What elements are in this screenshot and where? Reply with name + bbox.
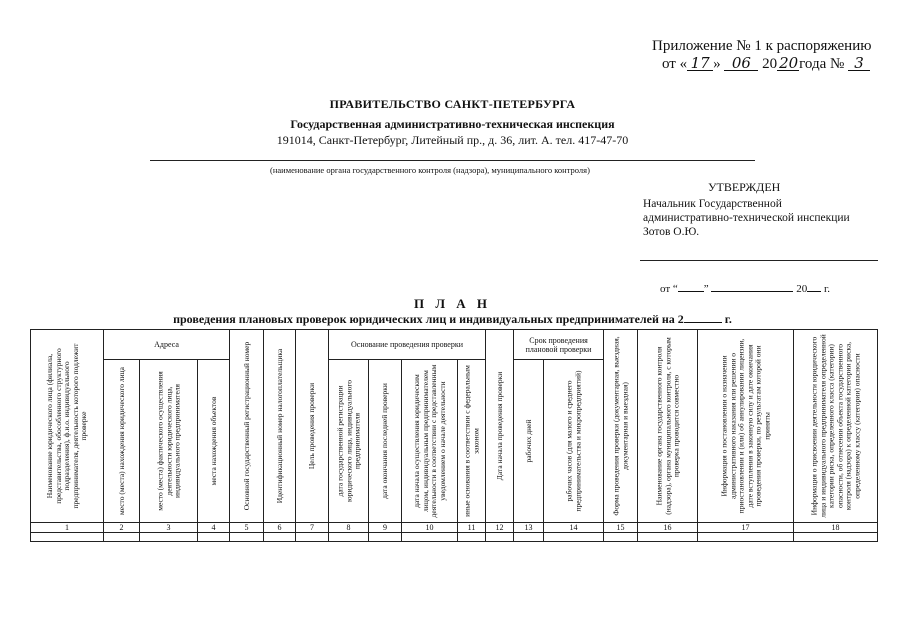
signature-line	[640, 260, 878, 261]
table-cell[interactable]	[230, 533, 264, 542]
col-number: 14	[544, 523, 604, 533]
group-header-address: Адреса	[104, 330, 230, 360]
col-header-5	[230, 330, 264, 523]
col-2-label: место (места) нахождения юридического лица	[116, 366, 126, 516]
col-header-2	[104, 360, 140, 523]
col-4-label: места нахождения объектов	[208, 396, 218, 486]
col-8-label: дата государственной регистрации юридического лица, индивидуального предпринимателя	[334, 379, 361, 503]
order-date-sep: »	[713, 56, 721, 72]
org-underline	[150, 160, 755, 161]
col-header-6	[264, 330, 296, 523]
approval-month-blank	[711, 281, 793, 292]
col-header-11	[458, 360, 486, 523]
col-number: 18	[794, 523, 878, 533]
col-18-label: Информация о присвоении деятельности юридического лица и индивидуального предпринимателя определенной категории риска, определенного класса (категории) опасности, об отнесении объекта государственного контроля (надзора) к определенной категории риска, определенному классу (категории) опасности	[809, 334, 861, 518]
table-cell[interactable]	[264, 533, 296, 542]
col-number: 9	[369, 523, 402, 533]
group-header-term: Срок проведения плановой проверки	[514, 330, 604, 360]
table-cell[interactable]	[486, 533, 514, 542]
col-number: 3	[140, 523, 198, 533]
col-header-17	[698, 330, 794, 523]
order-year-word: года №	[799, 56, 845, 72]
col-header-15	[604, 330, 638, 523]
table-cell[interactable]	[104, 533, 140, 542]
col-13-label: рабочих дней	[523, 419, 533, 463]
col-number: 8	[329, 523, 369, 533]
approver-name: Зотов О.Ю.	[643, 226, 700, 238]
col-header-1	[31, 330, 104, 523]
col-5-label: Основной государственный регистрационный номер	[241, 341, 251, 511]
column-number-row	[31, 523, 878, 533]
table-cell[interactable]	[402, 533, 458, 542]
order-month: 06	[724, 56, 758, 71]
col-header-13	[514, 360, 544, 523]
approval-day-blank	[678, 281, 704, 292]
approval-year-blank	[807, 281, 821, 292]
col-number: 12	[486, 523, 514, 533]
table-cell[interactable]	[514, 533, 544, 542]
approver-line-1: Начальник Государственной	[643, 198, 782, 210]
approval-date-from: от “	[660, 283, 678, 295]
order-number: 3	[848, 56, 870, 71]
col-number: 2	[104, 523, 140, 533]
inspection-address: 191014, Санкт-Петербург, Литейный пр., д. 36, лит. А. тел. 417-47-70	[276, 133, 629, 147]
table-cell[interactable]	[458, 533, 486, 542]
col-16-label: Наименование органа государственного контроля (надзора), органа муниципального контроля, с которым проверка проводится совместно	[653, 337, 680, 515]
col-number: 6	[264, 523, 296, 533]
col-number: 5	[230, 523, 264, 533]
approval-date-suffix: г.	[823, 283, 830, 295]
col-number: 17	[698, 523, 794, 533]
group-header-basis: Основание проведения проверки	[329, 330, 486, 360]
order-year-suffix: 20	[779, 54, 799, 72]
col-header-4	[198, 360, 230, 523]
col-14-label: рабочих часов (для малого и среднего предпринимательства и микропредприятий)	[564, 370, 582, 512]
col-header-18	[794, 330, 878, 523]
col-header-8	[329, 360, 369, 523]
table-cell[interactable]	[638, 533, 698, 542]
col-number: 7	[296, 523, 329, 533]
approver-line-2: административно-технической инспекции	[643, 212, 850, 224]
col-12-label: Дата начала проведения проверки	[494, 371, 504, 481]
table-cell[interactable]	[794, 533, 878, 542]
col-6-label: Идентификационный номер налогоплательщика	[274, 348, 284, 504]
plan-subtitle-suffix: г.	[724, 312, 732, 326]
table-cell[interactable]	[604, 533, 638, 542]
col-1-label: Наименование юридического лица (филиала, представительства, обособленного структурного подразделения), ф.и.о. индивидуального предпринимателя, деятельность которого подлежит проверке	[44, 343, 88, 509]
col-number: 11	[458, 523, 486, 533]
approved-title: УТВЕРЖДЕН	[708, 180, 781, 194]
col-number: 4	[198, 523, 230, 533]
inspection-plan-table	[30, 329, 878, 542]
plan-title: П Л А Н	[413, 296, 492, 311]
table-cell[interactable]	[296, 533, 329, 542]
table-cell[interactable]	[140, 533, 198, 542]
table-cell[interactable]	[31, 533, 104, 542]
plan-year-blank	[684, 312, 722, 323]
order-from-prefix: от «	[662, 56, 688, 72]
col-header-14	[544, 360, 604, 523]
order-date-line	[662, 56, 870, 73]
col-9-label: дата окончания последней проверки	[379, 383, 389, 499]
col-number: 10	[402, 523, 458, 533]
col-number: 13	[514, 523, 544, 533]
col-header-3	[140, 360, 198, 523]
col-header-10	[402, 360, 458, 523]
table-cell[interactable]	[698, 533, 794, 542]
plan-subtitle	[0, 312, 905, 327]
approval-date-quote: ”	[703, 283, 709, 295]
order-year-prefix: 20	[762, 56, 778, 72]
col-header-16	[638, 330, 698, 523]
table-cell[interactable]	[544, 533, 604, 542]
col-header-12	[486, 330, 514, 523]
col-number: 15	[604, 523, 638, 533]
col-11-label: иные основания в соответствии с федеральным законом	[462, 365, 480, 517]
order-day: 17	[687, 56, 713, 71]
approver-block	[643, 197, 883, 239]
table-cell[interactable]	[329, 533, 369, 542]
col-10-label: дата начала осуществления юридическим лицом, индивидуальным предпринимателем деятельности в соответствии с представленным уведомлением о начале деятельности	[411, 364, 447, 518]
approval-date-line	[660, 281, 830, 295]
plan-subtitle-text: проведения плановых проверок юридических лиц и индивидуальных предпринимателей на 2	[173, 312, 684, 326]
appendix-label: Приложение № 1 к распоряжению	[652, 38, 872, 54]
government-title: ПРАВИТЕЛЬСТВО САНКТ-ПЕТЕРБУРГА	[329, 97, 576, 111]
col-header-7	[296, 330, 329, 523]
table-cell[interactable]	[369, 533, 402, 542]
empty-data-row	[31, 533, 878, 542]
col-3-label: место (места) фактического осуществления деятельности юридического лица, индивидуального предпринимателя	[154, 371, 181, 511]
approval-date-year: 20	[796, 283, 808, 295]
col-number: 16	[638, 523, 698, 533]
col-15-label: Форма проведения проверки (документарная, выездная, документарная и выездная)	[611, 336, 629, 516]
org-caption: (наименование органа государственного контроля (надзора), муниципального контроля)	[270, 165, 590, 175]
col-header-9	[369, 360, 402, 523]
table-cell[interactable]	[198, 533, 230, 542]
inspection-name: Государственная административно-техническая инспекция	[290, 117, 615, 131]
col-17-label: Информация о постановлении о назначении административного наказания или решении о приостановлении и (или) об аннулировании лицензии, дате вступления в законную силу и дате окончания проведения проверки, по результатам которой они приняты	[719, 338, 771, 514]
col-number: 1	[31, 523, 104, 533]
col-7-label: Цель проведения проверки	[306, 382, 316, 470]
